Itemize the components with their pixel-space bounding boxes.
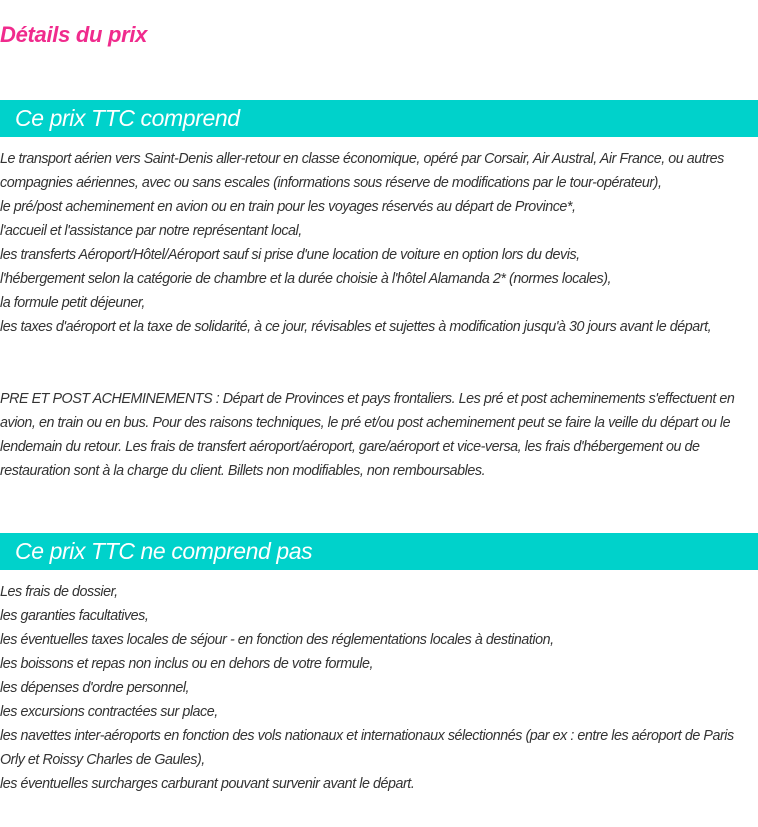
page-title: Détails du prix [0, 22, 148, 47]
included-item: le pré/post acheminement en avion ou en train pour les voyages réservés au départ de Province*, [0, 199, 576, 215]
included-item: l'accueil et l'assistance par notre représentant local, [0, 223, 302, 239]
included-item: la formule petit déjeuner, [0, 295, 145, 311]
acheminement-note [0, 387, 758, 483]
acheminement-note-text: PRE ET POST ACHEMINEMENTS : Départ de Provinces et pays frontaliers. Les pré et post acheminements s'effectuent en avion, en train ou en bus. Pour des raisons techniques, le pré et/ou post acheminement peut se faire la veille du départ ou le lendemain du retour. Les frais de transfert aéroport/aéroport, gare/aéroport et vice-versa, les frais d'hébergement ou de restauration sont à la charge du client. Billets non modifiables, non remboursables. [0, 391, 735, 479]
not-included-section-header [0, 533, 758, 570]
included-item: les transferts Aéroport/Hôtel/Aéroport sauf si prise d'une location de voiture en option lors du devis, [0, 247, 580, 263]
included-section-header [0, 100, 758, 137]
included-list [0, 147, 758, 339]
not-included-item: les garanties facultatives, [0, 608, 149, 624]
not-included-item: Les frais de dossier, [0, 584, 118, 600]
not-included-list [0, 580, 758, 796]
included-item: Le transport aérien vers Saint-Denis aller-retour en classe économique, opéré par Corsair, Air Austral, Air France, ou autres compagnies aériennes, avec ou sans escales (informations sous réserve de modifications par le tour-opérateur), [0, 151, 724, 191]
not-included-item: les éventuelles taxes locales de séjour - en fonction des réglementations locales à destination, [0, 632, 554, 648]
not-included-item: les excursions contractées sur place, [0, 704, 218, 720]
not-included-item: les navettes inter-aéroports en fonction des vols nationaux et internationaux sélectionnés (par ex : entre les aéroport de Paris Orly et Roissy Charles de Gaules), [0, 728, 734, 768]
not-included-item: les boissons et repas non inclus ou en dehors de votre formule, [0, 656, 373, 672]
included-item: les taxes d'aéroport et la taxe de solidarité, à ce jour, révisables et sujettes à modification jusqu'à 30 jours avant le départ, [0, 319, 712, 335]
not-included-item: les éventuelles surcharges carburant pouvant survenir avant le départ. [0, 776, 415, 792]
not-included-item: les dépenses d'ordre personnel, [0, 680, 190, 696]
included-section-title: Ce prix TTC comprend [15, 105, 240, 131]
not-included-section-title: Ce prix TTC ne comprend pas [15, 538, 313, 564]
included-item: l'hébergement selon la catégorie de chambre et la durée choisie à l'hôtel Alamanda 2* (normes locales), [0, 271, 612, 287]
